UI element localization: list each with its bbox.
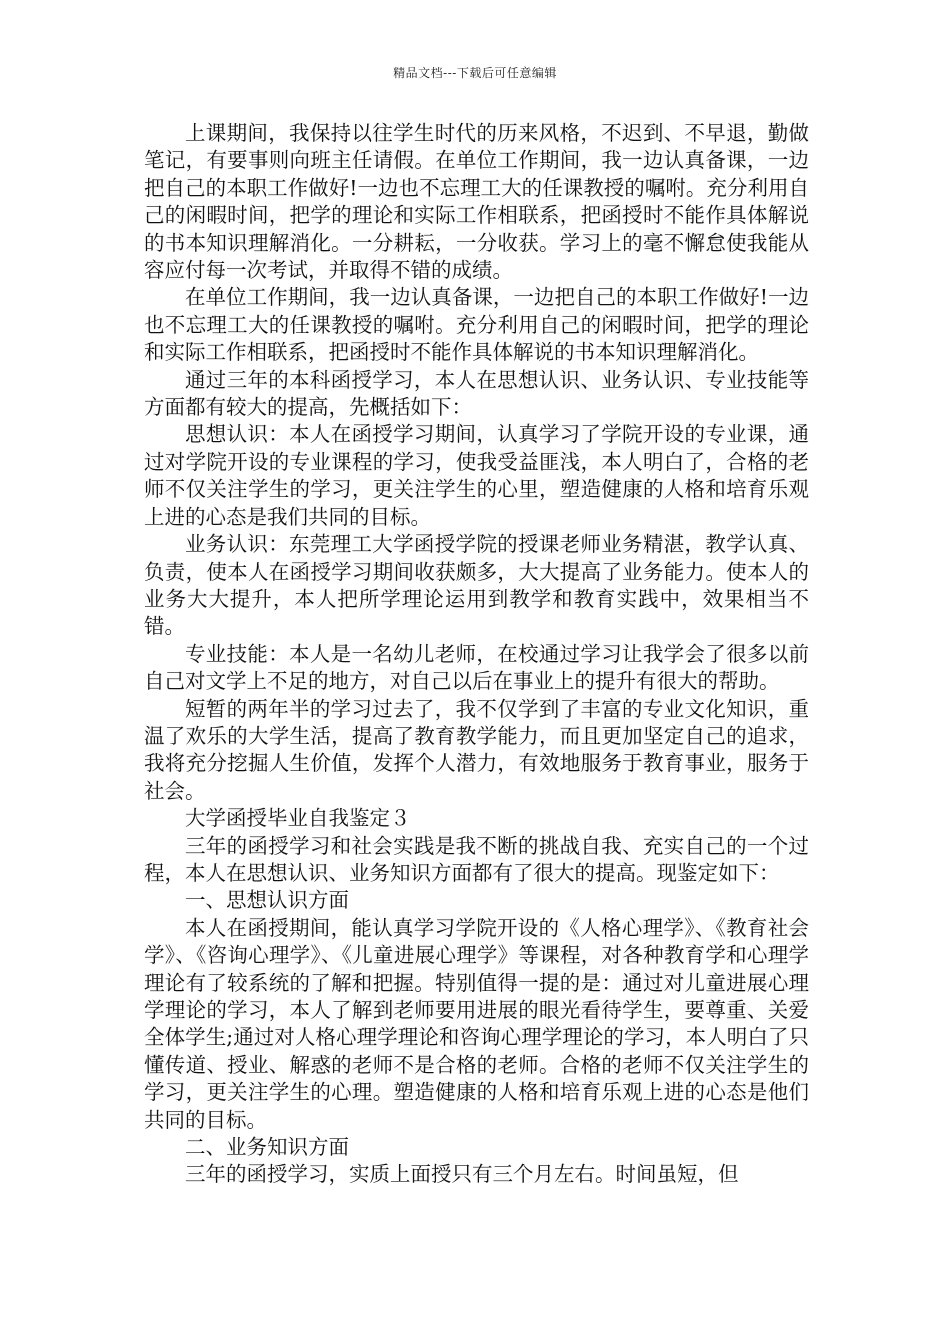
paragraph: 专业技能：本人是一名幼儿老师，在校通过学习让我学会了很多以前自己对文学上不足的地方，对自己以后在事业上的提升有很大的帮助。 [144,641,809,694]
paragraph: 上课期间，我保持以往学生时代的历来风格，不迟到、不早退，勤做笔记，有要事则向班主任请假。在单位工作期间，我一边认真备课，一边把自己的本职工作做好!一边也不忘理工大的任课教授的嘱咐。充分利用自己的闲暇时间，把学的理论和实际工作相联系，把函授时不能作具体解说的书本知识理解消化。一分耕耘，一分收获。学习上的毫不懈怠使我能从容应付每一次考试，并取得不错的成绩。 [144,121,809,283]
paragraph: 通过三年的本科函授学习，本人在思想认识、业务认识、专业技能等方面都有较大的提高，先概括如下： [144,367,809,420]
section-heading: 二、业务知识方面 [185,1135,349,1160]
document-body [144,120,809,1189]
paragraph: 三年的函授学习和社会实践是我不断的挑战自我、充实自己的一个过程，本人在思想认识、业务知识方面都有了很大的提高。现鉴定如下： [144,833,809,885]
paragraph: 思想认识：本人在函授学习期间，认真学习了学院开设的专业课，通过对学院开设的专业课程的学习，使我受益匪浅，本人明白了，合格的老师不仅关注学生的学习，更关注学生的心里，塑造健康的人格和培育乐观上进的心态是我们共同的目标。 [144,422,809,529]
paragraph: 本人在函授期间，能认真学习学院开设的《人格心理学》、《教育社会学》、《咨询心理学》、《儿童进展心理学》等课程，对各种教育学和心理学理论有了较系统的了解和把握。特别值得一提的是：通过对儿童进展心理学理论的学习，本人了解到老师要用进展的眼光看待学生，要尊重、关爱全体学生;通过对人格心理学理论和咨询心理学理论的学习，本人明白了只懂传道、授业、解惑的老师不是合格的老师。合格的老师不仅关注学生的学习，更关注学生的心理。塑造健康的人格和培育乐观上进的心态是他们共同的目标。 [144,915,809,1132]
section-title: 大学函授毕业自我鉴定３ [185,806,411,831]
paragraph: 三年的函授学习，实质上面授只有三个月左右。时间虽短，但 [185,1162,739,1187]
page-header: 精品文档---下载后可任意编辑 [393,66,557,80]
paragraph: 在单位工作期间，我一边认真备课，一边把自己的本职工作做好!一边也不忘理工大的任课教授的嘱咐。充分利用自己的闲暇时间，把学的理论和实际工作相联系，把函授时不能作具体解说的书本知识理解消化。 [144,285,809,365]
section-heading: 一、思想认识方面 [185,888,349,913]
paragraph: 短暂的两年半的学习过去了，我不仅学到了丰富的专业文化知识，重温了欢乐的大学生活，提高了教育教学能力，而且更加坚定自己的追求，我将充分挖掘人生价值，发挥个人潜力，有效地服务于教育事业，服务于社会。 [144,696,809,803]
paragraph: 业务认识：东莞理工大学函授学院的授课老师业务精湛，教学认真、负责，使本人在函授学习期间收获颇多，大大提高了业务能力。使本人的业务大大提升，本人把所学理论运用到教学和教育实践中，效果相当不错。 [144,532,809,639]
